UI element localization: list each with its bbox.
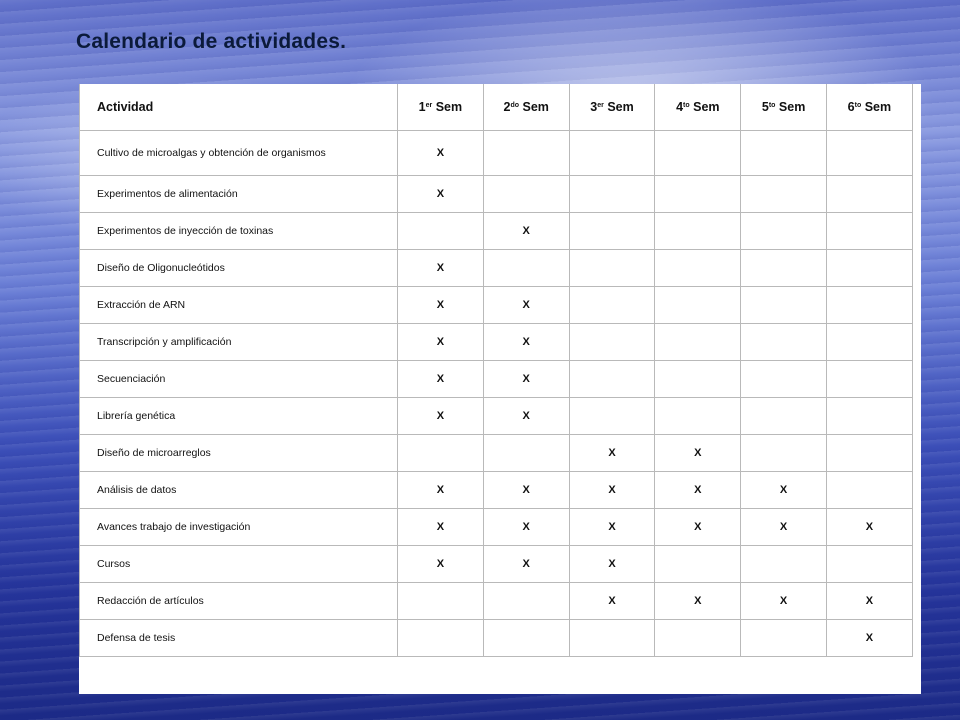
schedule-cell-sem-4 [655,287,741,324]
schedule-cell-sem-2: X [483,472,569,509]
schedule-cell-sem-6 [826,435,912,472]
schedule-cell-sem-2: X [483,398,569,435]
semester-header-2 [483,84,569,131]
semester-ordinal: to [768,102,776,109]
schedule-cell-sem-3 [569,213,655,250]
semester-label: Sem [693,100,720,114]
semester-number: 2 [503,100,511,114]
table-row [80,361,913,398]
table-row [80,398,913,435]
schedule-cell-sem-3: X [569,546,655,583]
schedule-cell-sem-2 [483,131,569,176]
activity-name: Cursos [80,546,398,583]
table-row [80,324,913,361]
semester-ordinal: to [683,102,690,109]
schedule-cell-sem-5 [741,620,827,657]
table-row [80,213,913,250]
activity-schedule-table [79,84,913,657]
table-header-row [80,84,913,131]
semester-number: 5 [761,100,769,114]
semester-header-5 [741,84,827,131]
schedule-cell-sem-2: X [483,509,569,546]
schedule-cell-sem-2: X [483,546,569,583]
schedule-cell-sem-2: X [483,324,569,361]
schedule-cell-sem-3: X [569,583,655,620]
table-row [80,287,913,324]
semester-header-4 [655,84,741,131]
schedule-cell-sem-3 [569,398,655,435]
table-row [80,472,913,509]
table-row [80,583,913,620]
schedule-cell-sem-1 [398,620,484,657]
schedule-cell-sem-3 [569,250,655,287]
activity-name: Transcripción y amplificación [80,324,398,361]
schedule-cell-sem-4 [655,398,741,435]
activity-name: Diseño de Oligonucleótidos [80,250,398,287]
schedule-cell-sem-4 [655,620,741,657]
schedule-cell-sem-6: X [826,583,912,620]
schedule-cell-sem-1: X [398,509,484,546]
schedule-cell-sem-3: X [569,472,655,509]
schedule-cell-sem-3 [569,324,655,361]
activity-name: Cultivo de microalgas y obtención de organismos [80,131,398,176]
activity-name: Diseño de microarreglos [80,435,398,472]
schedule-cell-sem-1 [398,435,484,472]
schedule-cell-sem-1 [398,213,484,250]
schedule-cell-sem-3: X [569,509,655,546]
schedule-cell-sem-4: X [655,509,741,546]
activity-name: Redacción de artículos [80,583,398,620]
schedule-cell-sem-3 [569,620,655,657]
schedule-cell-sem-3: X [569,435,655,472]
schedule-cell-sem-6: X [826,620,912,657]
activity-column-header: Actividad [80,84,398,131]
table-row [80,546,913,583]
schedule-panel [79,84,921,694]
schedule-cell-sem-5: X [741,472,827,509]
activity-name: Defensa de tesis [80,620,398,657]
activity-name: Experimentos de inyección de toxinas [80,213,398,250]
schedule-cell-sem-1: X [398,472,484,509]
schedule-cell-sem-5 [741,287,827,324]
activity-name: Extracción de ARN [80,287,398,324]
semester-ordinal: er [597,102,604,109]
schedule-cell-sem-6 [826,287,912,324]
activity-name: Librería genética [80,398,398,435]
table-row [80,176,913,213]
semester-number: 3 [590,100,598,114]
schedule-cell-sem-2: X [483,361,569,398]
semester-label: Sem [778,100,806,114]
semester-ordinal: to [854,102,862,109]
schedule-cell-sem-5 [741,398,827,435]
schedule-cell-sem-4 [655,250,741,287]
activity-name: Avances trabajo de investigación [80,509,398,546]
semester-label: Sem [435,100,463,114]
schedule-cell-sem-5 [741,324,827,361]
schedule-cell-sem-5 [741,361,827,398]
semester-header-6 [826,84,912,131]
schedule-cell-sem-3 [569,287,655,324]
semester-label: Sem [864,100,892,114]
semester-ordinal: do [510,102,519,109]
schedule-cell-sem-5: X [741,509,827,546]
semester-header-1 [398,84,484,131]
schedule-cell-sem-6 [826,324,912,361]
schedule-cell-sem-1 [398,583,484,620]
table-row [80,620,913,657]
schedule-cell-sem-4 [655,546,741,583]
schedule-cell-sem-3 [569,176,655,213]
schedule-cell-sem-6 [826,131,912,176]
schedule-cell-sem-6 [826,250,912,287]
schedule-cell-sem-4: X [655,583,741,620]
schedule-cell-sem-1: X [398,398,484,435]
schedule-cell-sem-4: X [655,472,741,509]
schedule-cell-sem-6: X [826,509,912,546]
schedule-cell-sem-2: X [483,287,569,324]
schedule-cell-sem-4 [655,213,741,250]
schedule-cell-sem-1: X [398,287,484,324]
table-row [80,435,913,472]
schedule-cell-sem-4 [655,131,741,176]
table-row [80,131,913,176]
schedule-cell-sem-4 [655,324,741,361]
schedule-cell-sem-5 [741,213,827,250]
activity-name: Experimentos de alimentación [80,176,398,213]
schedule-cell-sem-6 [826,398,912,435]
schedule-cell-sem-2 [483,583,569,620]
schedule-cell-sem-3 [569,361,655,398]
schedule-cell-sem-6 [826,361,912,398]
schedule-cell-sem-1: X [398,250,484,287]
schedule-cell-sem-5 [741,435,827,472]
semester-label: Sem [607,100,634,114]
semester-label: Sem [522,100,549,114]
schedule-cell-sem-2 [483,435,569,472]
schedule-cell-sem-5 [741,546,827,583]
table-row [80,250,913,287]
schedule-cell-sem-3 [569,131,655,176]
semester-number: 1 [418,100,426,114]
schedule-cell-sem-1: X [398,546,484,583]
schedule-cell-sem-5 [741,250,827,287]
activity-name: Análisis de datos [80,472,398,509]
activity-name: Secuenciación [80,361,398,398]
schedule-cell-sem-6 [826,472,912,509]
schedule-cell-sem-1: X [398,131,484,176]
schedule-cell-sem-4 [655,361,741,398]
schedule-cell-sem-2: X [483,213,569,250]
table-row [80,509,913,546]
schedule-cell-sem-6 [826,213,912,250]
semester-ordinal: er [425,102,433,109]
semester-number: 4 [676,100,684,114]
table-body [80,131,913,657]
schedule-cell-sem-2 [483,250,569,287]
semester-header-3 [569,84,655,131]
schedule-cell-sem-4 [655,176,741,213]
schedule-cell-sem-1: X [398,361,484,398]
schedule-cell-sem-5: X [741,583,827,620]
schedule-cell-sem-1: X [398,324,484,361]
schedule-cell-sem-6 [826,546,912,583]
schedule-cell-sem-1: X [398,176,484,213]
schedule-cell-sem-4: X [655,435,741,472]
schedule-cell-sem-2 [483,176,569,213]
schedule-cell-sem-2 [483,620,569,657]
schedule-cell-sem-5 [741,176,827,213]
schedule-cell-sem-5 [741,131,827,176]
page-title: Calendario de actividades. [76,30,347,53]
schedule-cell-sem-6 [826,176,912,213]
semester-number: 6 [847,100,855,114]
